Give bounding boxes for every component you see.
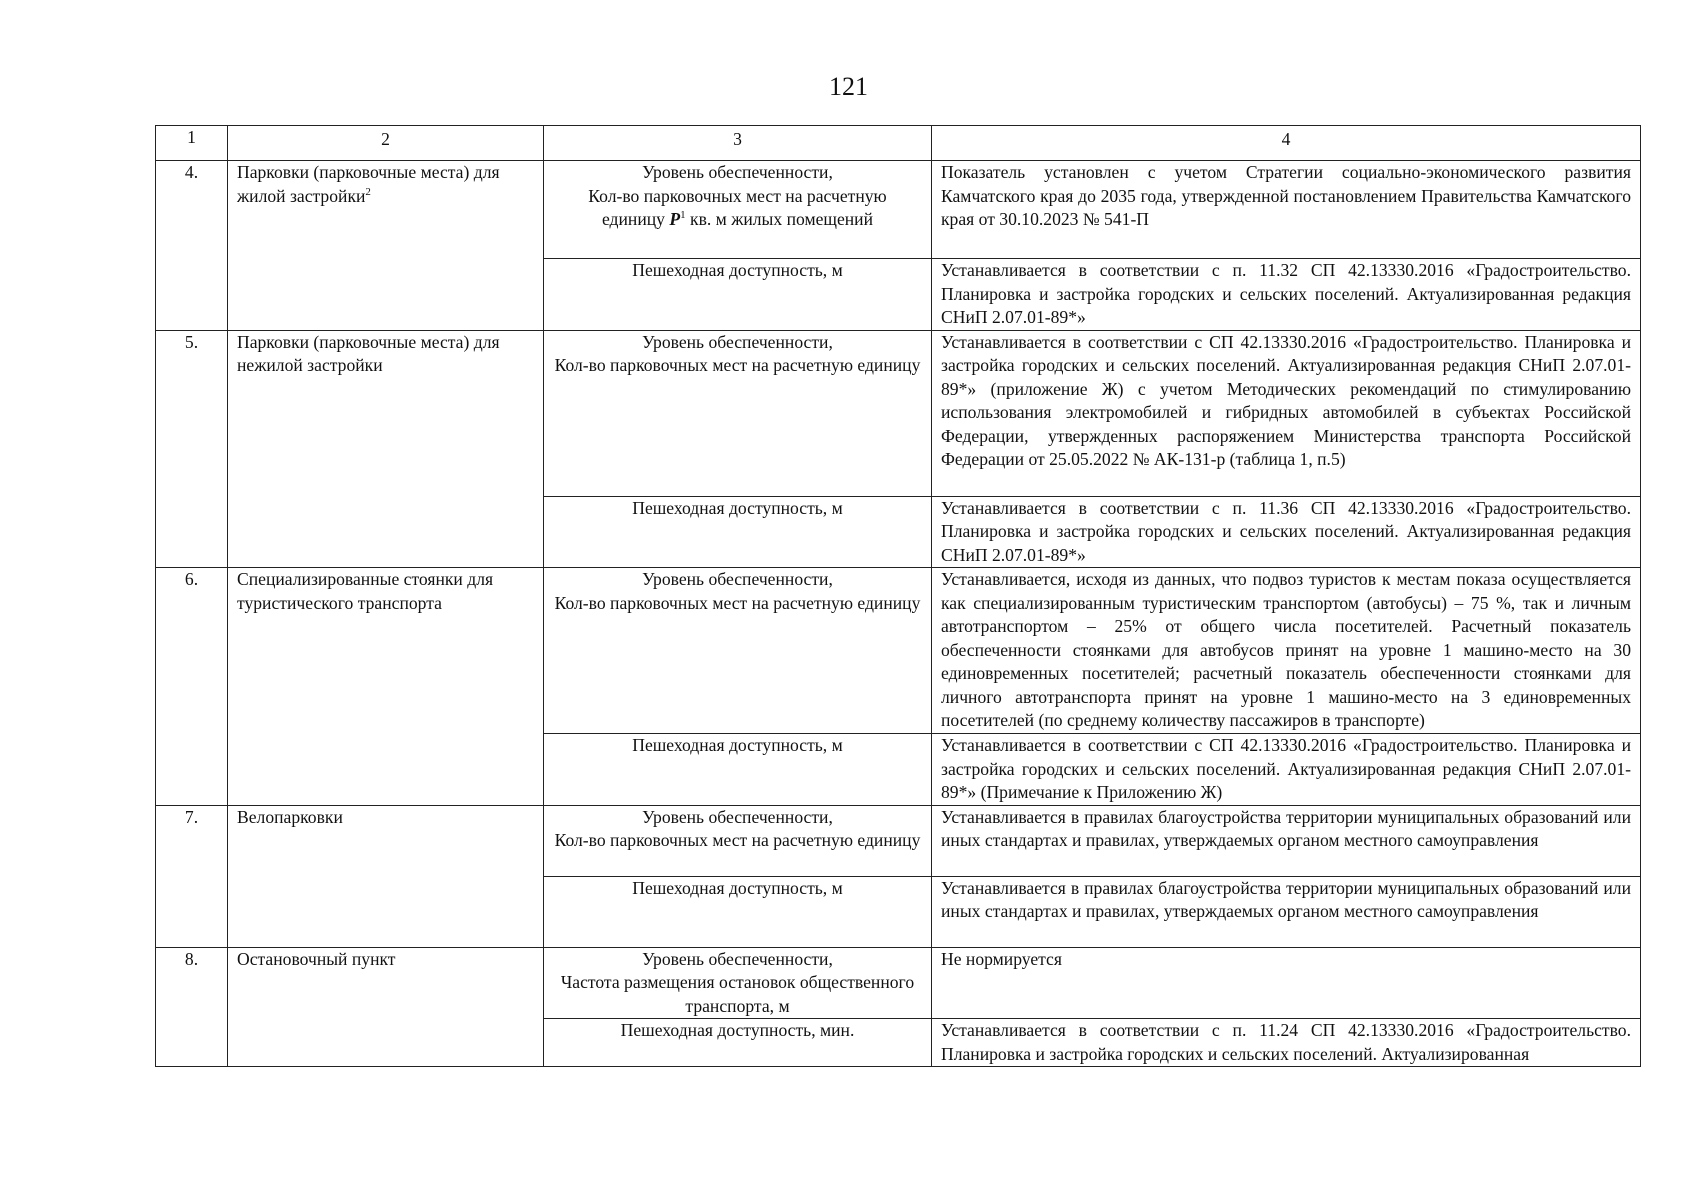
table-header-row [156, 126, 1641, 161]
access-indicator: Пешеходная доступность, м [544, 876, 932, 947]
table-row [156, 568, 1641, 734]
level-indicator-line-3-post: кв. м жилых помещений [685, 209, 873, 229]
access-description: Устанавливается в правилах благоустройства территории муниципальных образований или иных стандартах и правилах, утверждаемых органом местного самоуправления [932, 876, 1641, 947]
level-indicator [544, 161, 932, 259]
level-indicator-line-2: Кол-во парковочных мест на расчетную единицу [554, 592, 921, 613]
level-indicator-line-2: Частота размещения остановок общественного транспорта, м [560, 972, 915, 1016]
level-indicator [544, 805, 932, 876]
access-indicator: Пешеходная доступность, м [544, 734, 932, 806]
row-number: 7. [156, 805, 228, 947]
level-indicator-line-2: Кол-во парковочных мест на расчетную [588, 185, 887, 206]
row-number: 8. [156, 947, 228, 1067]
level-indicator-line-1: Уровень обеспеченности, [642, 331, 833, 352]
level-indicator-symbol: P [669, 209, 681, 229]
access-description: Устанавливается в соответствии с п. 11.36 СП 42.13330.2016 «Градостроительство. Планировка и застройка городских и сельских поселений. Актуализированная редакция СНиП 2.07.01-89*» [932, 496, 1641, 568]
facility-name: Велопарковки [228, 805, 544, 947]
header-col-3: 3 [544, 126, 932, 161]
level-description: Показатель установлен с учетом Стратегии социально-экономического развития Камчатского края до 2035 года, утвержденной постановлением Правительства Камчатского края от 30.10.2023 № 541-П [932, 161, 1641, 259]
facility-name [228, 161, 544, 331]
level-indicator-line-2: Кол-во парковочных мест на расчетную единицу [554, 355, 921, 375]
facility-name: Остановочный пункт [228, 947, 544, 1067]
level-description: Устанавливается в правилах благоустройства территории муниципальных образований или иных стандартах и правилах, утверждаемых органом местного самоуправления [932, 805, 1641, 876]
facility-name: Парковки (парковочные места) для нежилой застройки [228, 330, 544, 568]
access-indicator: Пешеходная доступность, м [544, 496, 932, 568]
facility-name: Специализированные стоянки для туристического транспорта [228, 568, 544, 806]
level-indicator-line-1: Уровень обеспеченности, [642, 806, 833, 827]
access-indicator: Пешеходная доступность, м [544, 259, 932, 331]
level-indicator [544, 947, 932, 1019]
header-col-4: 4 [932, 126, 1641, 161]
level-indicator [544, 330, 932, 496]
table-row [156, 161, 1641, 259]
table-row [156, 805, 1641, 876]
standards-table [155, 125, 1641, 1067]
row-number: 4. [156, 161, 228, 331]
level-indicator-line-1: Уровень обеспеченности, [642, 569, 833, 589]
level-description: Не нормируется [932, 947, 1641, 1019]
table-row [156, 947, 1641, 1019]
level-indicator-line-1: Уровень обеспеченности, [642, 948, 833, 969]
level-indicator-line-3-pre: единицу [601, 209, 670, 229]
level-description: Устанавливается, исходя из данных, что подвоз туристов к местам показа осуществляется как специализированным туристическим транспортом (автобусы) – 75 %, так и личным автотранспортом – 25% от общего числа посетителей. Расчетный показатель обеспеченности стоянками для автобусов принят на уровне 1 машино-место на 30 единовременных посетителей; расчетный показатель обеспеченности стоянками для личного автотранспорта принят на уровне 1 машино-место на 3 единовременных посетителей (по среднему количеству пассажиров в транспорте) [932, 568, 1641, 734]
header-col-2: 2 [228, 126, 544, 161]
level-indicator [544, 568, 932, 734]
page-number: 121 [829, 72, 868, 101]
row-number: 5. [156, 330, 228, 568]
access-indicator: Пешеходная доступность, мин. [544, 1019, 932, 1067]
level-indicator-symbol-sup: 1 [680, 209, 686, 222]
facility-name-text: Парковки (парковочные места) для жилой застройки [237, 162, 500, 206]
access-description: Устанавливается в соответствии с п. 11.32 СП 42.13330.2016 «Градостроительство. Планировка и застройка городских и сельских поселений. Актуализированная редакция СНиП 2.07.01-89*» [932, 259, 1641, 331]
access-description: Устанавливается в соответствии с п. 11.24 СП 42.13330.2016 «Градостроительство. Планировка и застройка городских и сельских поселений. Актуализированная [932, 1019, 1641, 1067]
table-row [156, 330, 1641, 496]
row-number: 6. [156, 568, 228, 806]
header-col-1: 1 [156, 126, 228, 161]
level-indicator-line-1: Уровень обеспеченности, [642, 162, 833, 182]
footnote-marker: 2 [365, 185, 371, 198]
level-indicator-line-2: Кол-во парковочных мест на расчетную единицу [554, 830, 921, 850]
level-description: Устанавливается в соответствии с СП 42.13330.2016 «Градостроительство. Планировка и застройка городских и сельских поселений. Актуализированная редакция СНиП 2.07.01-89*» (приложение Ж) с учетом Методических рекомендаций по стимулированию использования электромобилей и гибридных автомобилей в субъектах Российской Федерации, утвержденных распоряжением Министерства транспорта Российской Федерации от 25.05.2022 № АК-131-р (таблица 1, п.5) [932, 330, 1641, 496]
access-description: Устанавливается в соответствии с СП 42.13330.2016 «Градостроительство. Планировка и застройка городских и сельских поселений. Актуализированная редакция СНиП 2.07.01-89*» (Примечание к Приложению Ж) [932, 734, 1641, 806]
